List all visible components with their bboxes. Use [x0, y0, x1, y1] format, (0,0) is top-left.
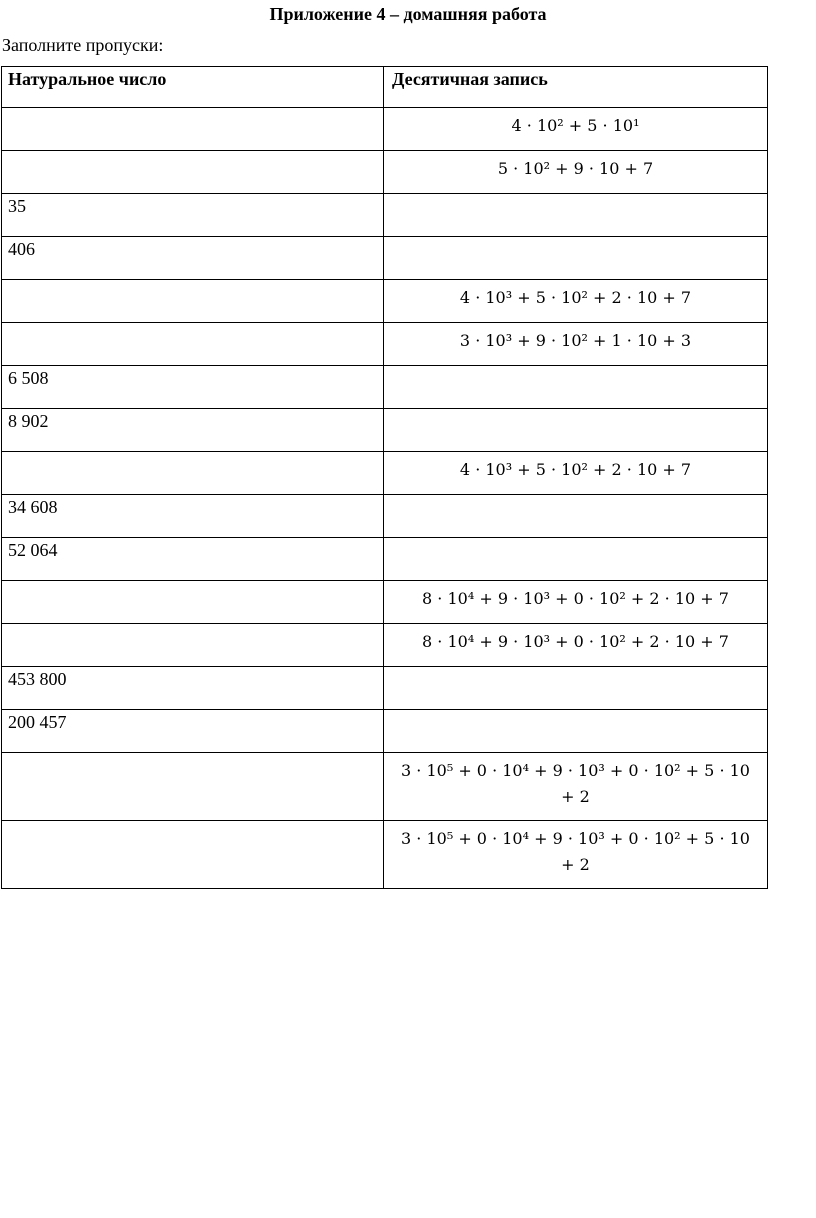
decimal-expression-continuation: + 2 [561, 787, 590, 806]
table-row [2, 280, 768, 323]
decimal-notation-cell[interactable] [384, 753, 768, 821]
natural-number-value: 200 457 [8, 712, 67, 732]
natural-number-cell[interactable] [2, 667, 384, 710]
decimal-expression: 4 · 10² + 5 · 10¹ [511, 116, 640, 135]
table-row [2, 323, 768, 366]
decimal-notation-cell[interactable] [384, 108, 768, 151]
decimal-notation-cell[interactable] [384, 624, 768, 667]
decimal-notation-cell[interactable] [384, 821, 768, 889]
decimal-notation-cell[interactable] [384, 151, 768, 194]
page-title: Приложение 4 – домашняя работа [269, 4, 547, 24]
table-row [2, 366, 768, 409]
natural-number-cell[interactable] [2, 237, 384, 280]
header-decimal-notation: Десятичная запись [384, 67, 768, 108]
decimal-expression: 3 · 10⁵ + 0 · 10⁴ + 9 · 10³ + 0 · 10² + 5 · 10 [401, 829, 750, 848]
natural-number-value: 35 [8, 196, 26, 216]
natural-number-cell[interactable] [2, 323, 384, 366]
natural-number-cell[interactable] [2, 280, 384, 323]
natural-number-cell[interactable] [2, 452, 384, 495]
decimal-expression: 3 · 10³ + 9 · 10² + 1 · 10 + 3 [459, 331, 692, 350]
table-row [2, 710, 768, 753]
decimal-expression: 4 · 10³ + 5 · 10² + 2 · 10 + 7 [459, 460, 692, 479]
natural-number-value: 406 [8, 239, 35, 259]
table-row [2, 108, 768, 151]
natural-number-cell[interactable] [2, 194, 384, 237]
decimal-expression-continuation: + 2 [561, 855, 590, 874]
natural-number-cell[interactable] [2, 624, 384, 667]
natural-number-cell[interactable] [2, 821, 384, 889]
table-header-row [2, 67, 768, 108]
decimal-notation-cell[interactable] [384, 280, 768, 323]
table-row [2, 624, 768, 667]
table-row [2, 237, 768, 280]
decimal-expression: 5 · 10² + 9 · 10 + 7 [497, 159, 654, 178]
natural-number-value: 34 608 [8, 497, 58, 517]
natural-number-cell[interactable] [2, 151, 384, 194]
natural-number-value: 453 800 [8, 669, 67, 689]
natural-number-value: 8 902 [8, 411, 49, 431]
table-row [2, 667, 768, 710]
decimal-expression: 4 · 10³ + 5 · 10² + 2 · 10 + 7 [459, 288, 692, 307]
table-row [2, 409, 768, 452]
natural-number-cell[interactable] [2, 495, 384, 538]
table-row [2, 581, 768, 624]
table-row [2, 753, 768, 821]
decimal-notation-cell[interactable] [384, 667, 768, 710]
table-row [2, 194, 768, 237]
decimal-notation-cell[interactable] [384, 323, 768, 366]
decimal-notation-cell[interactable] [384, 409, 768, 452]
decimal-expression: 3 · 10⁵ + 0 · 10⁴ + 9 · 10³ + 0 · 10² + 5 · 10 [401, 761, 750, 780]
natural-number-cell[interactable] [2, 366, 384, 409]
decimal-notation-cell[interactable] [384, 237, 768, 280]
decimal-expression: 8 · 10⁴ + 9 · 10³ + 0 · 10² + 2 · 10 + 7 [422, 632, 729, 651]
natural-number-cell[interactable] [2, 710, 384, 753]
decimal-notation-cell[interactable] [384, 452, 768, 495]
natural-number-cell[interactable] [2, 581, 384, 624]
header-natural-number: Натуральное число [2, 67, 384, 108]
decimal-notation-cell[interactable] [384, 194, 768, 237]
table-row [2, 538, 768, 581]
table-row [2, 151, 768, 194]
natural-number-value: 52 064 [8, 540, 58, 560]
decimal-notation-cell[interactable] [384, 710, 768, 753]
natural-number-cell[interactable] [2, 409, 384, 452]
natural-number-value: 6 508 [8, 368, 49, 388]
natural-number-cell[interactable] [2, 753, 384, 821]
exercise-table [1, 66, 768, 889]
decimal-notation-cell[interactable] [384, 495, 768, 538]
natural-number-cell[interactable] [2, 538, 384, 581]
table-row [2, 821, 768, 889]
instruction-text: Заполните пропуски: [2, 35, 164, 55]
decimal-notation-cell[interactable] [384, 366, 768, 409]
decimal-expression: 8 · 10⁴ + 9 · 10³ + 0 · 10² + 2 · 10 + 7 [422, 589, 729, 608]
table-row [2, 495, 768, 538]
natural-number-cell[interactable] [2, 108, 384, 151]
table-row [2, 452, 768, 495]
decimal-notation-cell[interactable] [384, 538, 768, 581]
decimal-notation-cell[interactable] [384, 581, 768, 624]
